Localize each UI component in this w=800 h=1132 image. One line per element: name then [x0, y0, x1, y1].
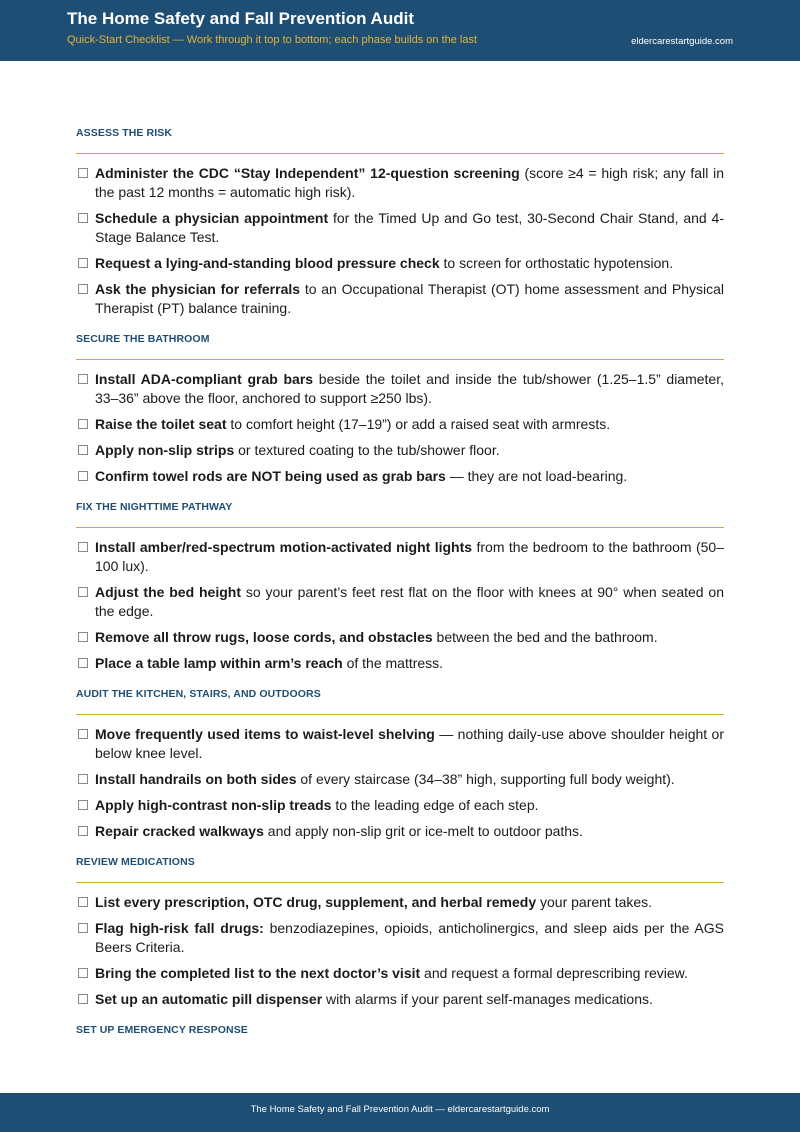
checklist-item: [76, 770, 724, 789]
section-divider: [76, 359, 724, 360]
checkbox-icon[interactable]: [78, 632, 88, 642]
item-detail-text: (score ≥4 = high risk; any fall in the past 12 months = automatic high risk).: [95, 165, 724, 200]
item-action-text: Bring the completed list to the next doctor’s visit: [95, 965, 421, 981]
item-detail-text: beside the toilet and inside the tub/shower (1.25–1.5” diameter, 33–36” above the floor, anchored to support ≥250 lbs).: [95, 371, 724, 406]
checkbox-icon[interactable]: [78, 994, 88, 1004]
checkbox-icon[interactable]: [78, 419, 88, 429]
header-site-url: eldercarestartguide.com: [631, 36, 733, 47]
item-action-text: Install ADA-compliant grab bars: [95, 371, 314, 387]
checklist-item: [76, 370, 724, 408]
checklist-content: [76, 126, 724, 1037]
checklist-item: [76, 583, 724, 621]
checklist-item: [76, 467, 724, 486]
document-title: The Home Safety and Fall Prevention Audit: [67, 9, 414, 28]
section-heading: REVIEW MEDICATIONS: [76, 856, 195, 868]
checklist-item: [76, 796, 724, 815]
item-action-text: Schedule a physician appointment: [95, 210, 329, 226]
checklist-section: [76, 500, 724, 687]
checkbox-icon[interactable]: [78, 213, 88, 223]
item-detail-text: to an Occupational Therapist (OT) home assessment and Physical Therapist (PT) balance training.: [95, 281, 724, 316]
section-divider: [76, 527, 724, 528]
item-detail-text: to screen for orthostatic hypotension.: [439, 255, 674, 271]
item-action-text: Set up an automatic pill dispenser: [95, 991, 323, 1007]
item-detail-text: from the bedroom to the bathroom (50–100 lux).: [95, 539, 724, 574]
item-action-text: Move frequently used items to waist-level shelving: [95, 726, 435, 742]
section-heading: FIX THE NIGHTTIME PATHWAY: [76, 501, 233, 513]
item-detail-text: benzodiazepines, opioids, anticholinergics, and sleep aids per the AGS Beers Criteria.: [95, 920, 724, 955]
item-action-text: Install amber/red-spectrum motion-activated night lights: [95, 539, 473, 555]
checklist-item: [76, 725, 724, 763]
checkbox-icon[interactable]: [78, 542, 88, 552]
checkbox-icon[interactable]: [78, 800, 88, 810]
page-header: [0, 0, 800, 61]
item-detail-text: and request a formal deprescribing review.: [420, 965, 688, 981]
checklist-item: [76, 893, 724, 912]
item-action-text: Install handrails on both sides: [95, 771, 297, 787]
checkbox-icon[interactable]: [78, 923, 88, 933]
item-detail-text: so your parent’s feet rest flat on the floor with knees at 90° when seated on the edge.: [95, 584, 725, 619]
checklist-section: [76, 332, 724, 500]
checkbox-icon[interactable]: [78, 897, 88, 907]
item-detail-text: to the leading edge of each step.: [331, 797, 539, 813]
checklist-item: [76, 164, 724, 202]
checklist-item: [76, 415, 724, 434]
checkbox-icon[interactable]: [78, 445, 88, 455]
section-heading: SET UP EMERGENCY RESPONSE: [76, 1024, 248, 1036]
checklist-item: [76, 964, 724, 983]
checklist-item: [76, 990, 724, 1009]
checkbox-icon[interactable]: [78, 471, 88, 481]
checkbox-icon[interactable]: [78, 774, 88, 784]
checkbox-icon[interactable]: [78, 729, 88, 739]
checklist-item: [76, 441, 724, 460]
checkbox-icon[interactable]: [78, 658, 88, 668]
checkbox-icon[interactable]: [78, 374, 88, 384]
checkbox-icon[interactable]: [78, 168, 88, 178]
item-action-text: Raise the toilet seat: [95, 416, 227, 432]
checklist-section: [76, 126, 724, 332]
checkbox-icon[interactable]: [78, 587, 88, 597]
section-divider: [76, 714, 724, 715]
item-detail-text: with alarms if your parent self-manages medications.: [322, 991, 653, 1007]
checklist-item: [76, 254, 724, 273]
checklist-item: [76, 822, 724, 841]
item-detail-text: for the Timed Up and Go test, 30-Second Chair Stand, and 4-Stage Balance Test.: [95, 210, 724, 245]
checklist-section: [76, 1023, 724, 1037]
checklist-item: [76, 538, 724, 576]
checkbox-icon[interactable]: [78, 284, 88, 294]
checklist-item: [76, 654, 724, 673]
item-action-text: Repair cracked walkways: [95, 823, 264, 839]
checkbox-icon[interactable]: [78, 258, 88, 268]
item-action-text: List every prescription, OTC drug, supplement, and herbal remedy: [95, 894, 537, 910]
checklist-section: [76, 687, 724, 855]
section-heading: AUDIT THE KITCHEN, STAIRS, AND OUTDOORS: [76, 688, 321, 700]
item-action-text: Confirm towel rods are NOT being used as grab bars: [95, 468, 446, 484]
item-action-text: Ask the physician for referrals: [95, 281, 301, 297]
section-heading: SECURE THE BATHROOM: [76, 333, 210, 345]
checklist-item: [76, 209, 724, 247]
item-detail-text: your parent takes.: [536, 894, 653, 910]
item-detail-text: of the mattress.: [342, 655, 444, 671]
checklist-item: [76, 628, 724, 647]
page-footer: [0, 1093, 800, 1132]
item-detail-text: — nothing daily-use above shoulder height or below knee level.: [95, 726, 724, 761]
item-action-text: Apply high-contrast non-slip treads: [95, 797, 332, 813]
item-action-text: Place a table lamp within arm’s reach: [95, 655, 343, 671]
item-action-text: Remove all throw rugs, loose cords, and obstacles: [95, 629, 433, 645]
section-divider: [76, 882, 724, 883]
checklist-item: [76, 919, 724, 957]
checklist-item: [76, 280, 724, 318]
document-subtitle: Quick-Start Checklist — Work through it top to bottom; each phase builds on the last: [67, 34, 478, 46]
item-detail-text: or textured coating to the tub/shower floor.: [234, 442, 500, 458]
item-detail-text: between the bed and the bathroom.: [432, 629, 658, 645]
item-detail-text: and apply non-slip grit or ice-melt to outdoor paths.: [263, 823, 583, 839]
checkbox-icon[interactable]: [78, 826, 88, 836]
section-divider: [76, 153, 724, 154]
checkbox-icon[interactable]: [78, 968, 88, 978]
item-action-text: Request a lying-and-standing blood pressure check: [95, 255, 440, 271]
item-action-text: Apply non-slip strips: [95, 442, 235, 458]
item-detail-text: — they are not load-bearing.: [445, 468, 628, 484]
item-action-text: Flag high-risk fall drugs:: [95, 920, 264, 936]
section-heading: ASSESS THE RISK: [76, 127, 173, 139]
item-action-text: Administer the CDC “Stay Independent” 12-question screening: [95, 165, 520, 181]
item-action-text: Adjust the bed height: [95, 584, 241, 600]
item-detail-text: of every staircase (34–38” high, supporting full body weight).: [296, 771, 675, 787]
item-detail-text: to comfort height (17–19”) or add a raised seat with armrests.: [226, 416, 611, 432]
checklist-section: [76, 855, 724, 1023]
footer-text: The Home Safety and Fall Prevention Audit — eldercarestartguide.com: [250, 1104, 550, 1115]
